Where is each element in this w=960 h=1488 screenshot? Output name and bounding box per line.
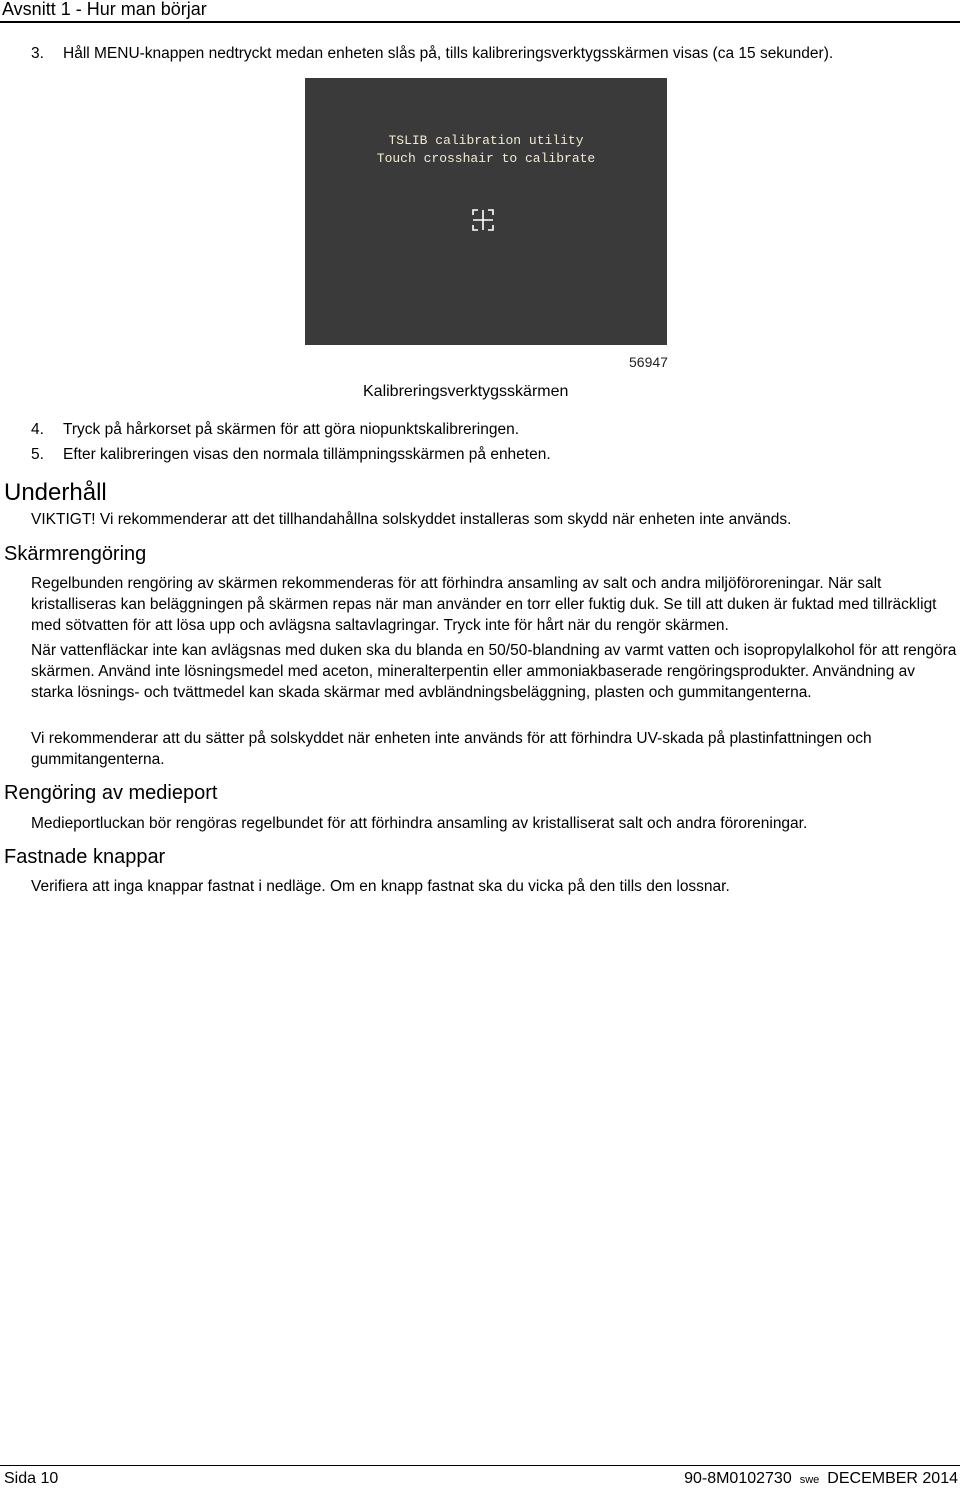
figure-caption: Kalibreringsverktygsskärmen [363, 383, 569, 400]
step-text: Efter kalibreringen visas den normala tillämpningsskärmen på enheten. [63, 446, 551, 463]
step-4 [31, 421, 519, 439]
figure-id: 56947 [629, 354, 668, 370]
step-number: 3. [31, 45, 44, 62]
screen-title: TSLIB calibration utility [388, 133, 584, 148]
calibration-screen-image [305, 78, 667, 345]
crosshair-icon [472, 209, 494, 231]
publication-date: DECEMBER 2014 [827, 1470, 958, 1487]
maintenance-heading: Underhåll [4, 479, 107, 506]
screen-cleaning-paragraph-1: Regelbunden rengöring av skärmen rekommenderas för att förhindra ansamling av salt och andra miljöföroreningar. När salt kristalliseras kan beläggningen på skärmen repas när man använder en torr eller fuktig duk. Se till att duken är fuktad med tillräckligt med sötvatten för att lösa upp och avlägsna saltavlagringar. Tryck inte för hårt när du rengör skärmen. [31, 575, 937, 634]
screen-cleaning-paragraph-3: Vi rekommenderar att du sätter på solskyddet när enheten inte används för att förhindra UV-skada på plastinfattningen och gummitangenterna. [31, 730, 872, 768]
footer-divider [0, 1465, 960, 1466]
header-divider [0, 21, 960, 23]
step-number: 4. [31, 421, 44, 438]
screen-cleaning-heading: Skärmrengöring [4, 543, 147, 565]
step-text: Tryck på hårkorset på skärmen för att göra niopunktskalibreringen. [63, 421, 520, 438]
stuck-keys-paragraph: Verifiera att inga knappar fastnat i nedläge. Om en knapp fastnat ska du vicka på den tills den lossnar. [31, 878, 730, 895]
step-5 [31, 446, 551, 464]
step-number: 5. [31, 446, 44, 463]
step-text: Håll MENU-knappen nedtryckt medan enheten slås på, tills kalibreringsverktygsskärmen visas (ca 15 sekunder). [63, 45, 834, 62]
media-port-heading: Rengöring av medieport [4, 782, 218, 804]
page-number: Sida 10 [4, 1470, 59, 1487]
step-3 [31, 45, 833, 63]
media-port-paragraph: Medieportluckan bör rengöras regelbundet för att förhindra ansamling av kristalliserat salt och andra föroreningar. [31, 815, 808, 832]
important-note: VIKTIGT! Vi rekommenderar att det tillhandahållna solskyddet installeras som skydd när enheten inte används. [31, 511, 792, 528]
footer-doc-info [684, 1470, 958, 1488]
screen-cleaning-paragraph-2: När vattenfläckar inte kan avlägsnas med duken ska du blanda en 50/50-blandning av varmt vatten och isopropylalkohol för att rengöra skärmen. Använd inte lösningsmedel med aceton, mineralterpentin eller ammoniakbaserade rengöringsprodukter. Användning av starka lösnings- och tvättmedel kan skada skärmar med avbländningsbeläggning, plasten och gummitangenterna. [31, 642, 957, 701]
screen-instruction: Touch crosshair to calibrate [376, 151, 596, 166]
section-title: Avsnitt 1 - Hur man börjar [2, 0, 207, 19]
language-code: swe [799, 1474, 820, 1486]
stuck-keys-heading: Fastnade knappar [4, 846, 166, 868]
document-number: 90-8M0102730 [684, 1470, 792, 1487]
